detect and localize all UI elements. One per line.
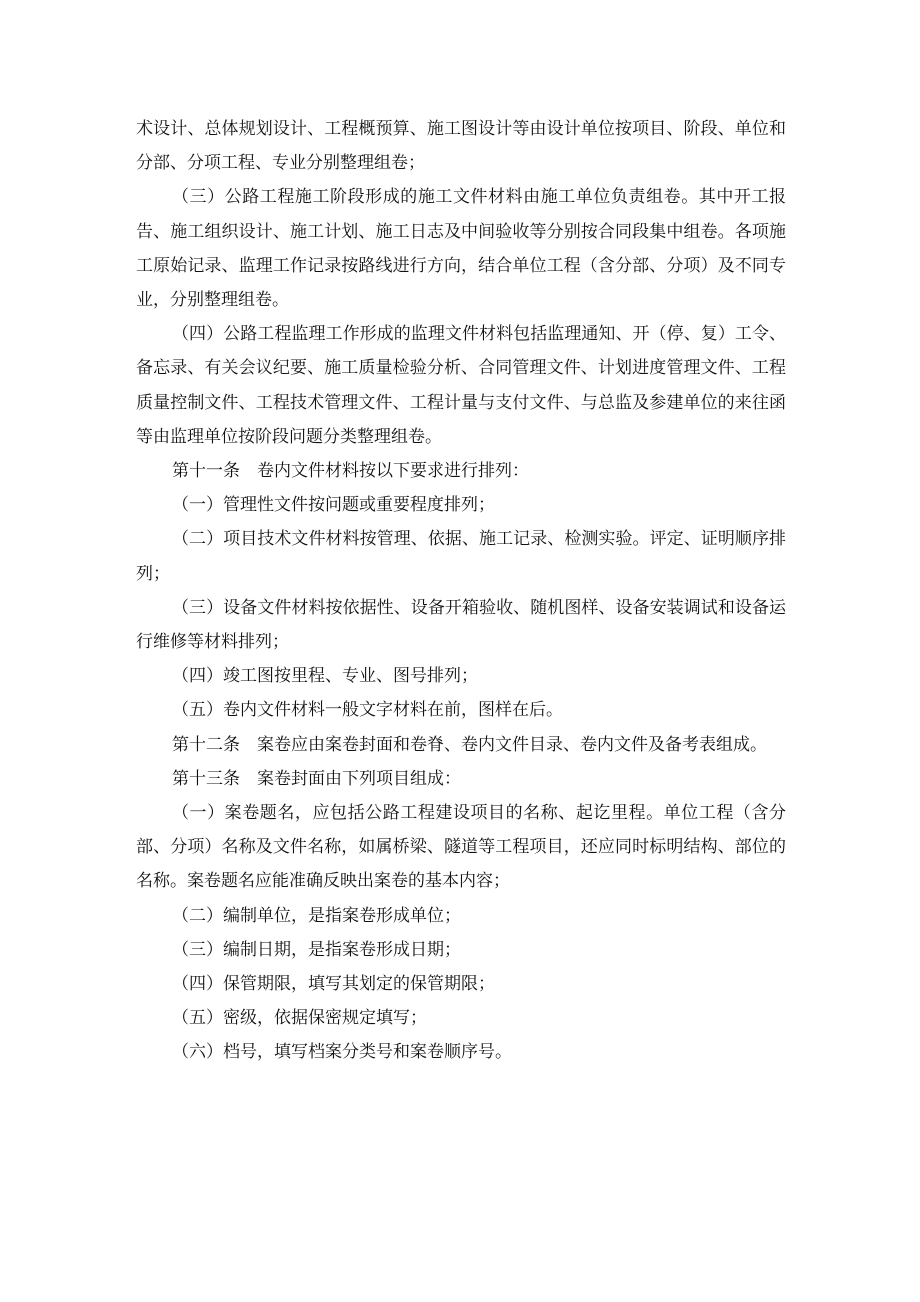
article-13-item-5: （五）密级，依据保密规定填写； <box>172 1008 427 1029</box>
article-13-item-3: （三）编制日期，是指案卷形成日期； <box>172 939 461 960</box>
article-11-item-3: （三）设备文件材料按依据性、设备开箱验收、随机图样、设备安装调试和设备运行维修等材料排列； <box>136 597 786 653</box>
article-11-item-2: （二）项目技术文件材料按管理、依据、施工记录、检测实验。评定、证明顺序排列； <box>136 529 786 584</box>
article-13-item-6: （六）档号，填写档案分类号和案卷顺序号。 <box>172 1042 512 1063</box>
paragraph-item-4-supervision: （四）公路工程监理工作形成的监理文件材料包括监理通知、开（停、复）工令、备忘录、有关会议纪要、施工质量检验分析、合同管理文件、计划进度管理文件、工程质量控制文件、工程技术管理文件、工程计量与支付文件、与总监及参建单位的来往函等由监理单位按阶段问题分类整理组卷。 <box>136 324 786 447</box>
article-11-heading: 第十一条 卷内文件材料按以下要求进行排列： <box>172 461 529 482</box>
paragraph-item-3-construction: （三）公路工程施工阶段形成的施工文件材料由施工单位负责组卷。其中开工报告、施工组织设计、施工计划、施工日志及中间验收等分别按合同段集中组卷。各项施工原始记录、监理工作记录按路线进行方向，结合单位工程（含分部、分项）及不同专业，分别整理组卷。 <box>136 187 786 311</box>
article-12: 第十二条 案卷应由案卷封面和卷脊、卷内文件目录、卷内文件及备考表组成。 <box>172 734 767 755</box>
article-13-heading: 第十三条 案卷封面由下列项目组成： <box>172 768 461 789</box>
article-11-item-1: （一）管理性文件按问题或重要程度排列； <box>172 495 495 516</box>
article-11-item-4: （四）竣工图按里程、专业、图号排列； <box>172 666 478 687</box>
paragraph-continuation: 术设计、总体规划设计、工程概预算、施工图设计等由设计单位按项目、阶段、单位和分部、分项工程、专业分别整理组卷； <box>136 119 786 174</box>
article-13-item-1: （一）案卷题名，应包括公路工程建设项目的名称、起讫里程。单位工程（含分部、分项）名称及文件名称，如属桥梁、隧道等工程项目，还应同时标明结构、部位的名称。案卷题名应能准确反映出案卷的基本内容； <box>136 803 786 892</box>
document-body <box>136 112 786 1070</box>
article-13-item-4: （四）保管期限，填写其划定的保管期限； <box>172 974 495 995</box>
article-13-item-2: （二）编制单位，是指案卷形成单位； <box>172 905 461 926</box>
article-11-item-5: （五）卷内文件材料一般文字材料在前，图样在后。 <box>172 700 563 721</box>
